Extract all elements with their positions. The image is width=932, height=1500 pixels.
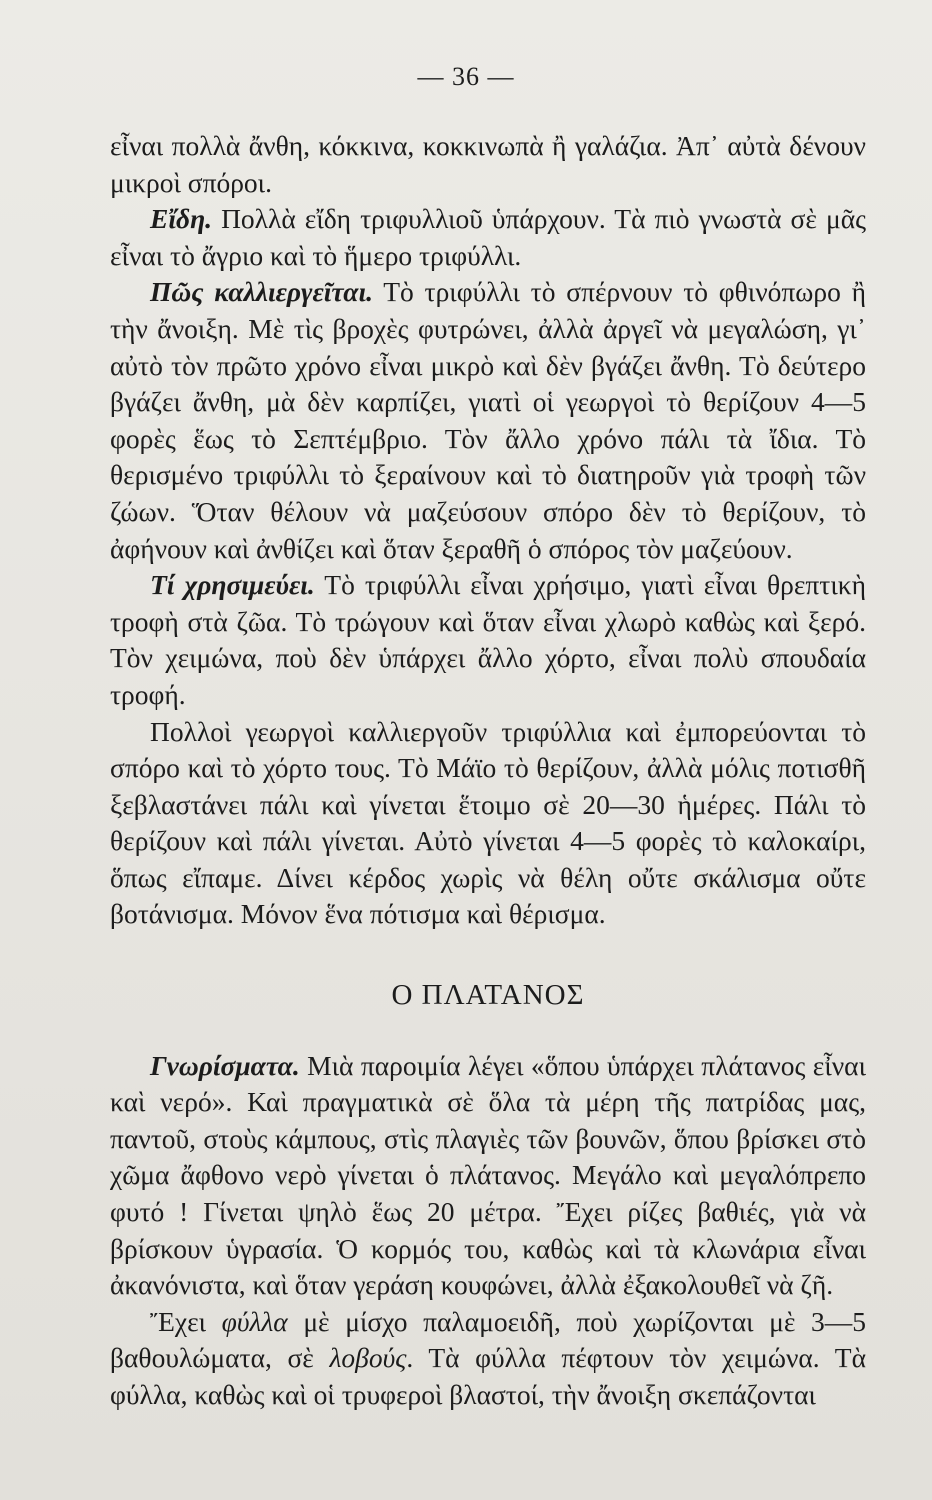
term-species: Εἴδη.	[150, 203, 213, 235]
leaves-text-1: Ἔχει	[150, 1305, 222, 1337]
term-lobes: λοβούς	[329, 1342, 407, 1374]
paragraph-features	[110, 1048, 866, 1304]
term-leaves: φύλλα	[221, 1305, 288, 1337]
paragraph-flower-seeds: εἶναι πολλὰ ἄνθη, κόκκινα, κοκκινωπὰ ἢ γαλάζια. Ἀπ᾽ αὐτὰ δένουν μικροὶ σπόροι.	[110, 130, 866, 198]
term-features: Γνωρίσματα.	[150, 1049, 300, 1081]
term-uses: Τί χρησιμεύει.	[150, 569, 315, 601]
term-cultivation: Πῶς καλλιεργεῖται.	[150, 276, 373, 308]
paragraph-cultivation	[110, 274, 866, 567]
page-number: — 36 —	[417, 62, 515, 91]
page-body	[110, 128, 866, 1414]
cultivation-text: Τὸ τριφύλλι τὸ σπέρνουν τὸ φθινόπωρο ἢ τὴν ἄνοιξη. Μὲ τὶς βροχὲς φυτρώνει, ἀλλὰ ἀργεῖ νὰ μεγαλώση, γι᾽ αὐτὸ τὸν πρῶτο χρόνο εἶναι μικρὸ καὶ δὲν βγάζει ἄνθη. Τὸ δεύτερο βγάζει ἄνθη, μὰ δὲν καρπίζει, γιατὶ οἱ γεωργοὶ τὸ θερίζουν 4—5 φορὲς ἕως τὸ Σεπτέμβριο. Τὸν ἄλλο χρόνο πάλι τὰ ἴδια. Τὸ θερισμένο τριφύλλι τὸ ξεραίνουν καὶ τὸ διατηροῦν γιὰ τροφὴ τῶν ζώων. Ὅταν θέλουν νὰ μαζεύσουν σπόρο δὲν τὸ θερίζουν, τὸ ἀφήνουν καὶ ἀνθίζει καὶ ὅταν ξεραθῆ ὁ σπόρος τὸν μαζεύουν.	[110, 276, 866, 564]
paragraph-uses	[110, 567, 866, 713]
features-text: Μιὰ παροιμία λέγει «ὅπου ὑπάρχει πλάτανος εἶναι καὶ νερό». Καὶ πραγματικὰ σὲ ὅλα τὰ μέρη τῆς πατρίδας μας, παντοῦ, στοὺς κάμπους, στὶς πλαγιὲς τῶν βουνῶν, ὅπου βρίσκει στὸ χῶμα ἄφθονο νερὸ γίνεται ὁ πλάτανος. Μεγάλο καὶ μεγαλόπρεπο φυτό ! Γίνεται ψηλὸ ἕως 20 μέτρα. Ἔχει ρίζες βαθιές, γιὰ νὰ βρίσκουν ὑγρασία. Ὁ κορμός του, καθὼς καὶ τὰ κλωνάρια εἶναι ἀκανόνιστα, καὶ ὅταν γεράση κουφώνει, ἀλλὰ ἐξακολουθεῖ νὰ ζῆ.	[110, 1049, 866, 1301]
leaves-text-2: μὲ μίσχο παλαμοειδῆ, ποὺ χωρίζονται μὲ 3—5 βαθουλώματα, σὲ	[110, 1305, 866, 1374]
uses-text: Τὸ τριφύλλι εἶναι χρήσιμο, γιατὶ εἶναι θρεπτικὴ τροφὴ στὰ ζῶα. Τὸ τρώγουν καὶ ὅταν εἶναι χλωρὸ καθὼς καὶ ξερό. Τὸν χειμώνα, ποὺ δὲν ὑπάρχει ἄλλο χόρτο, εἶναι πολὺ σπουδαία τροφή.	[110, 569, 866, 710]
paragraph-trade: Πολλοὶ γεωργοὶ καλλιεργοῦν τριφύλλια καὶ ἐμπορεύονται τὸ σπόρο καὶ τὸ χόρτο τους. Τὸ Μάϊο τὸ θερίζουν, ἀλλὰ μόλις ποτισθῆ ξεβλαστάνει πάλι καὶ γίνεται ἕτοιμο σὲ 20—30 ἡμέρες. Πάλι τὸ θερίζουν καὶ πάλι γίνεται. Αὐτὸ γίνεται 4—5 φορὲς τὸ καλοκαίρι, ὅπως εἴπαμε. Δίνει κέρδος χωρὶς νὰ θέλη οὔτε σκάλισμα οὔτε βοτάνισμα. Μόνον ἕνα πότισμα καὶ θέρισμα.	[110, 715, 866, 930]
leaves-text-3: . Τὰ φύλλα πέφτουν τὸν χειμώνα. Τὰ φύλλα, καθὼς καὶ οἱ τρυφεροὶ βλαστοί, τὴν ἄνοιξη σκεπάζονται	[110, 1342, 866, 1410]
paragraph-leaves	[110, 1304, 866, 1414]
section-title-platanos: Ο ΠΛΑΤΑΝΟΣ	[391, 979, 585, 1012]
paragraph-species	[110, 201, 866, 274]
species-text: Πολλὰ εἴδη τριφυλλιοῦ ὑπάρχουν. Τὰ πιὸ γνωστὰ σὲ μᾶς εἶναι τὸ ἄγριο καὶ τὸ ἥμερο τριφύλλι.	[110, 203, 866, 271]
